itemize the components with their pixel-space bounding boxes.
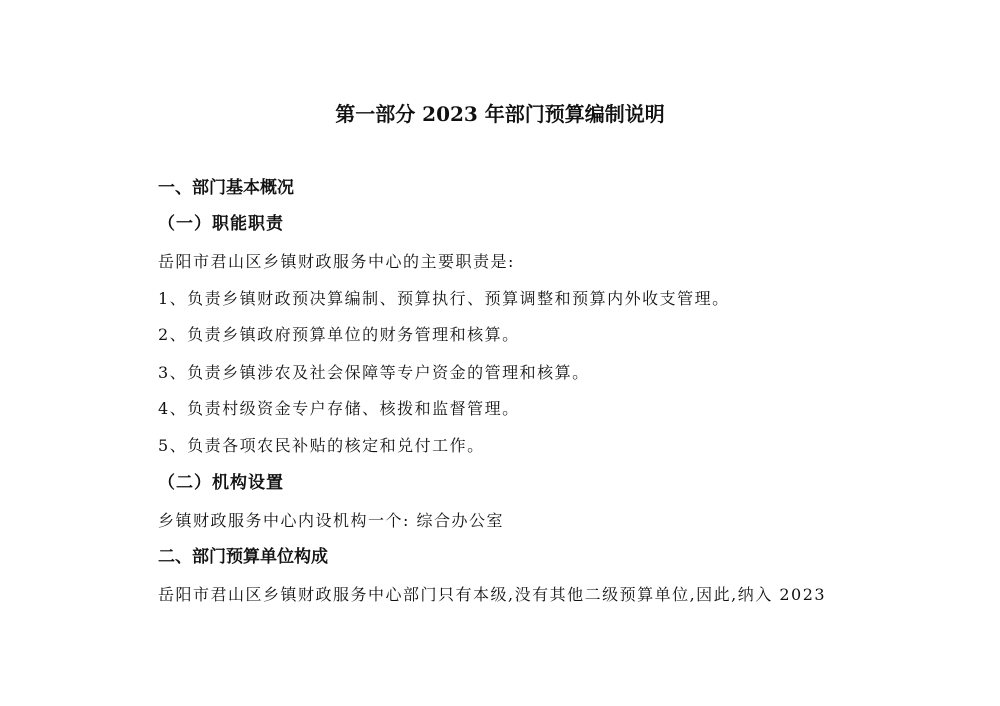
structure-text: 乡镇财政服务中心内设机构一个: 综合办公室 (158, 511, 504, 530)
duty-item-3: 3、负责乡镇涉农及社会保障等专户资金的管理和核算。 (158, 363, 590, 382)
document-title: 第一部分 2023 年部门预算编制说明 (335, 102, 665, 126)
duty-item-1: 1、负责乡镇财政预决算编制、预算执行、预算调整和预算内外收支管理。 (158, 289, 730, 308)
duty-item-2: 2、负责乡镇政府预算单位的财务管理和核算。 (158, 325, 520, 344)
budget-units-text: 岳阳市君山区乡镇财政服务中心部门只有本级,没有其他二级预算单位,因此,纳入 2023 (158, 585, 827, 604)
duty-item-5: 5、负责各项农民补贴的核定和兑付工作。 (158, 436, 485, 455)
section-heading-overview: 一、部门基本概况 (158, 178, 294, 198)
subsection-heading-duties: （一）职能职责 (158, 214, 284, 234)
subsection-heading-structure: （二）机构设置 (158, 473, 284, 493)
section-heading-budget-units: 二、部门预算单位构成 (158, 547, 328, 567)
duty-item-4: 4、负责村级资金专户存储、核拨和监督管理。 (158, 399, 520, 418)
duties-intro-text: 岳阳市君山区乡镇财政服务中心的主要职责是: (158, 252, 515, 271)
